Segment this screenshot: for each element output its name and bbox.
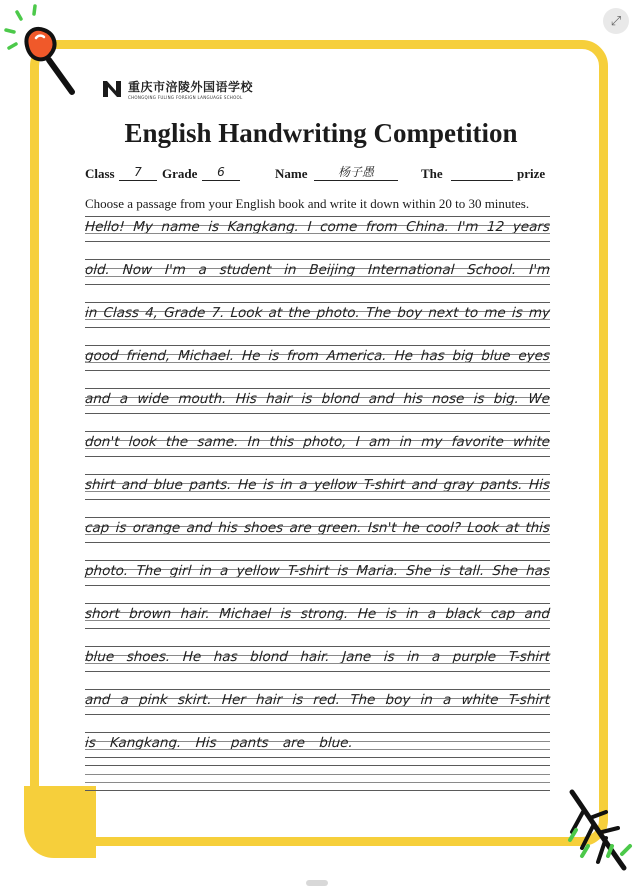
writing-line [85, 259, 550, 285]
school-logo [100, 77, 253, 101]
writing-line [85, 560, 550, 586]
writing-line [85, 216, 550, 242]
passage-line: Hello! My name is Kangkang. I come from China. I'm 12 years [84, 219, 551, 235]
writing-line [85, 302, 550, 328]
writing-line [85, 345, 550, 371]
school-name-en: CHONGQING FULING FOREIGN LANGUAGE SCHOOL [128, 95, 243, 100]
writing-line [85, 517, 550, 543]
writing-line [85, 689, 550, 715]
page-title: English Handwriting Competition [124, 118, 518, 148]
yellow-corner-decoration [24, 786, 96, 858]
instruction-text: Choose a passage from your English book and write it down within 20 to 30 minutes. [85, 196, 530, 211]
writing-line [85, 732, 550, 758]
passage-line: is Kangkang. His pants are blue. [84, 735, 354, 751]
name-label: Name [275, 166, 308, 181]
scroll-indicator[interactable] [306, 880, 328, 886]
passage-line: cap is orange and his shoes are green. Isn't he cool? Look at this [84, 520, 551, 536]
passage-line: good friend, Michael. He is from America. He has big blue eyes [84, 348, 551, 364]
school-name-cn: 重庆市涪陵外国语学校 [128, 80, 254, 94]
magnifier-doodle-icon [0, 0, 90, 110]
leaf-doodle-icon [560, 780, 642, 880]
grade-value: 6 [202, 164, 240, 181]
zoom-icon[interactable]: ⤢ [603, 8, 629, 34]
writing-line [85, 431, 550, 457]
name-value: 杨子愚 [314, 164, 398, 181]
the-label: The [421, 166, 443, 181]
passage-line: photo. The girl in a yellow T-shirt is Maria. She is tall. She has [84, 563, 551, 579]
passage-line: in Class 4, Grade 7. Look at the photo. The boy next to me is my [84, 305, 551, 321]
writing-line [85, 765, 550, 791]
passage-line: short brown hair. Michael is strong. He is in a black cap and [84, 606, 551, 622]
info-row [85, 164, 555, 184]
class-label: Class [85, 166, 115, 181]
school-logo-icon [100, 77, 124, 101]
writing-line [85, 388, 550, 414]
passage-line: and a pink skirt. Her hair is red. The boy in a white T-shirt [84, 692, 551, 708]
passage-line: shirt and blue pants. He is in a yellow T-shirt and gray pants. His [84, 477, 551, 493]
writing-line [85, 646, 550, 672]
passage-line: and a wide mouth. His hair is blond and his nose is big. We [84, 391, 551, 407]
grade-label: Grade [162, 166, 198, 181]
passage-line: old. Now I'm a student in Beijing International School. I'm [84, 262, 551, 278]
prize-label: prize [517, 166, 546, 181]
passage-line: don't look the same. In this photo, I am in my favorite white [84, 434, 551, 450]
writing-line [85, 474, 550, 500]
class-value: 7 [119, 164, 157, 181]
passage-line: blue shoes. He has blond hair. Jane is in a purple T-shirt [84, 649, 551, 665]
writing-line [85, 603, 550, 629]
prize-blank [451, 164, 513, 181]
